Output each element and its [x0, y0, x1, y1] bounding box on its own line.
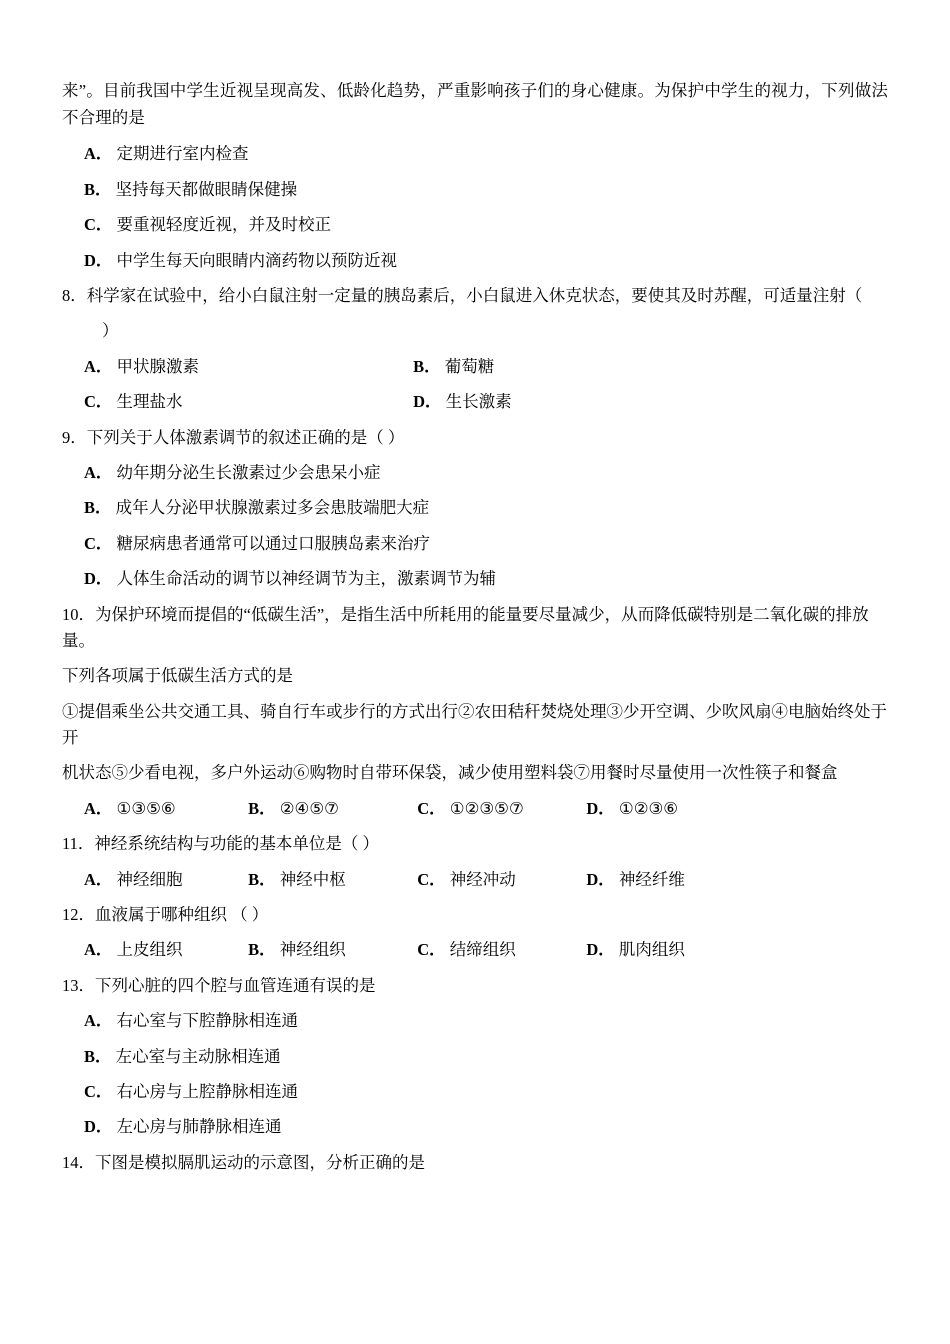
- option-label: D．: [84, 250, 113, 270]
- question-stem-8-cont: ）: [102, 321, 119, 341]
- option-text: 幼年期分泌生长激素过少会患呆小症: [116, 462, 381, 482]
- option-label: C．: [84, 1081, 113, 1101]
- option-label: B．: [248, 798, 276, 818]
- option-text: 甲状腺激素: [116, 356, 200, 376]
- option-text: 人体生命活动的调节以神经调节为主，激素调节为辅: [116, 569, 497, 589]
- option-label: D．: [586, 869, 615, 889]
- question-stem-14: 14．下图是模拟膈肌运动的示意图，分析正确的是: [62, 1152, 425, 1172]
- option-label: D．: [84, 569, 113, 589]
- option-label: A．: [84, 144, 113, 164]
- option-text: 左心室与主动脉相连通: [115, 1046, 281, 1066]
- option-row: [62, 248, 888, 274]
- option-text: 右心房与上腔静脉相连通: [116, 1081, 299, 1101]
- option-text: 神经冲动: [449, 869, 516, 889]
- continuation-paragraph: 来”。目前我国中学生近视呈现高发、低龄化趋势，严重影响孩子们的身心健康。为保护中学生的视力，下列做法不合理的是: [62, 81, 888, 127]
- question-stem-11: 11．神经系统结构与功能的基本单位是（ ）: [62, 834, 380, 854]
- option-row: [62, 1114, 888, 1140]
- option-row: [62, 566, 888, 592]
- option-text: 葡萄糖: [444, 356, 495, 376]
- question-stem-8: 8．科学家在试验中，给小白鼠注射一定量的胰岛素后，小白鼠进入休克状态，要使其及时苏醒，可适量注射（: [62, 286, 863, 305]
- option-text: ①③⑤⑥: [116, 798, 176, 818]
- option-label: C．: [84, 392, 113, 412]
- question-stem-10-line3: ①提倡乘坐公共交通工具、骑自行车或步行的方式出行②农田秸秆焚烧处理③少开空调、少吹风扇④电脑始终处于开: [62, 701, 887, 748]
- option-label: B．: [248, 869, 276, 889]
- question-stem-13: 13．下列心脏的四个腔与血管连通有误的是: [62, 975, 376, 995]
- option-label: C．: [84, 215, 113, 235]
- option-label: A．: [84, 798, 113, 818]
- option-label: D．: [586, 940, 615, 960]
- option-text: ①②③⑤⑦: [449, 798, 524, 818]
- option-row: [62, 796, 888, 822]
- option-text: 结缔组织: [449, 940, 516, 960]
- option-text: 神经组织: [279, 940, 346, 960]
- option-label: D．: [586, 798, 615, 818]
- option-label: B．: [248, 940, 276, 960]
- option-label: A．: [84, 462, 113, 482]
- option-row: [62, 495, 888, 521]
- option-text: 中学生每天向眼睛内滴药物以预防近视: [116, 250, 398, 270]
- option-row: [62, 141, 888, 167]
- option-label: C．: [84, 533, 113, 553]
- option-text: 坚持每天都做眼睛保健操: [115, 179, 298, 199]
- option-label: A．: [84, 356, 113, 376]
- option-label: B．: [84, 498, 112, 518]
- option-row: [62, 460, 888, 486]
- option-text: 肌肉组织: [618, 940, 685, 960]
- option-row: [62, 1079, 888, 1105]
- option-text: 生长激素: [445, 392, 512, 412]
- option-text: 上皮组织: [116, 940, 183, 960]
- option-row: [62, 867, 888, 893]
- option-text: 糖尿病患者通常可以通过口服胰岛素来治疗: [116, 533, 431, 553]
- option-row: [62, 937, 888, 963]
- option-label: D．: [413, 392, 442, 412]
- option-text: 定期进行室内检查: [116, 144, 249, 164]
- option-label: B．: [84, 1046, 112, 1066]
- option-text: 右心室与下腔静脉相连通: [116, 1011, 299, 1031]
- option-label: C．: [417, 869, 446, 889]
- option-text: 生理盐水: [116, 392, 183, 412]
- option-label: B．: [84, 179, 112, 199]
- option-row: [62, 354, 888, 380]
- option-row: [62, 531, 888, 557]
- option-text: 左心房与肺静脉相连通: [116, 1117, 282, 1137]
- option-text: 神经中枢: [279, 869, 346, 889]
- question-stem-10-line2: 下列各项属于低碳生活方式的是: [62, 666, 293, 686]
- option-label: A．: [84, 940, 113, 960]
- option-row: [62, 389, 888, 415]
- question-stem-9: 9．下列关于人体激素调节的叙述正确的是（ ）: [62, 427, 405, 447]
- option-text: 神经细胞: [116, 869, 183, 889]
- option-text: 要重视轻度近视，并及时校正: [116, 215, 332, 235]
- option-text: 成年人分泌甲状腺激素过多会患肢端肥大症: [115, 498, 430, 518]
- option-label: A．: [84, 869, 113, 889]
- option-row: [62, 1008, 888, 1034]
- option-text: ②④⑤⑦: [279, 798, 339, 818]
- option-row: [62, 177, 888, 203]
- question-stem-10: 10．为保护环境而提倡的“低碳生活”，是指生活中所耗用的能量要尽量减少，从而降低碳特别是二氧化碳的排放量。: [62, 604, 869, 650]
- option-label: B．: [413, 356, 441, 376]
- question-stem-12: 12．血液属于哪种组织 （ ）: [62, 905, 269, 925]
- option-label: A．: [84, 1011, 113, 1031]
- question-stem-10-line4: 机状态⑤少看电视，多户外运动⑥购物时自带环保袋，减少使用塑料袋⑦用餐时尽量使用一次性筷子和餐盒: [62, 763, 838, 783]
- option-text: ①②③⑥: [618, 798, 679, 818]
- option-row: [62, 1044, 888, 1070]
- option-label: C．: [417, 940, 446, 960]
- option-row: [62, 212, 888, 238]
- option-label: D．: [84, 1117, 113, 1137]
- option-label: C．: [417, 798, 446, 818]
- option-text: 神经纤维: [618, 869, 685, 889]
